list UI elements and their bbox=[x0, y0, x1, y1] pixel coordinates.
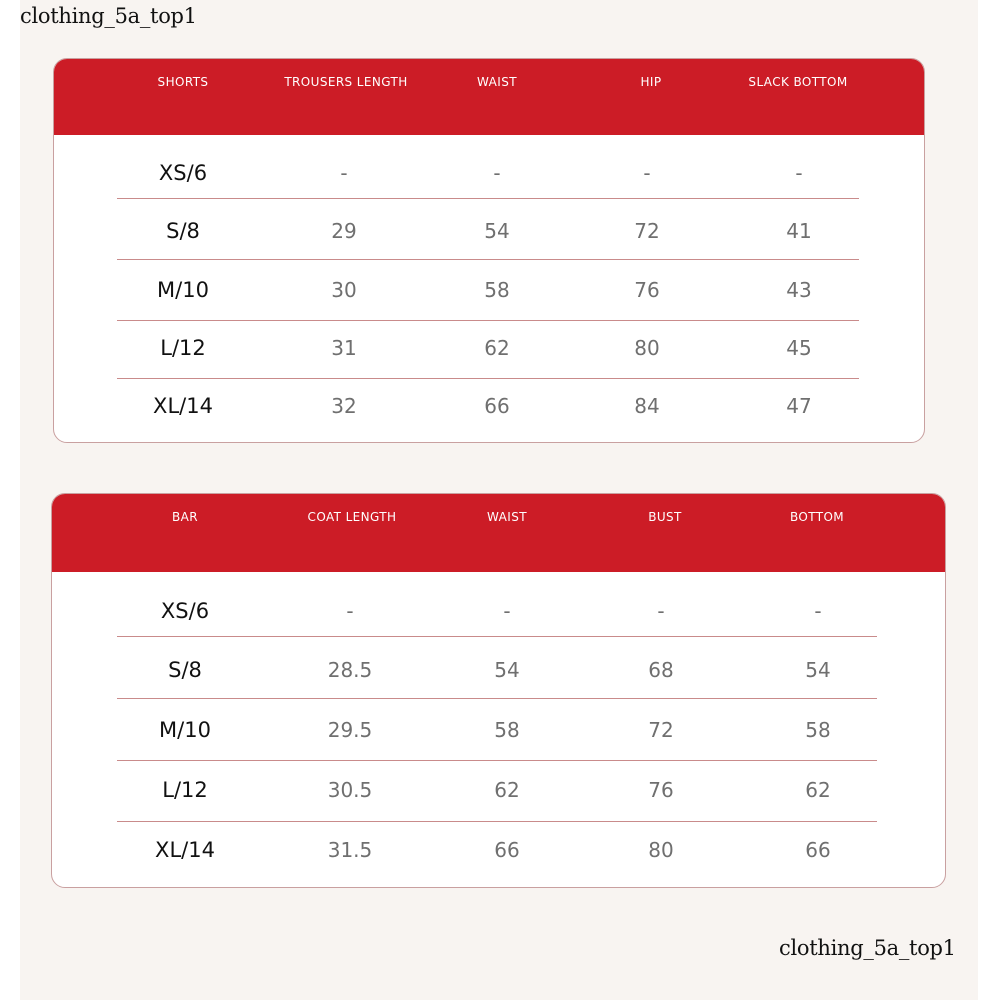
bar-table-header bbox=[52, 494, 945, 572]
waist-value: - bbox=[493, 161, 501, 185]
watermark-bottom: clothing_5a_top1 bbox=[779, 936, 956, 960]
header-bar: BAR bbox=[172, 510, 198, 524]
watermark-top: clothing_5a_top1 bbox=[20, 4, 197, 28]
table-row bbox=[54, 377, 924, 435]
table-row bbox=[54, 202, 924, 260]
table-row bbox=[52, 641, 945, 699]
waist-value: 58 bbox=[494, 718, 520, 742]
waist-value: 66 bbox=[494, 838, 520, 862]
bust-value: 68 bbox=[648, 658, 674, 682]
waist-value: 54 bbox=[484, 219, 510, 243]
bottom-value: 54 bbox=[805, 658, 831, 682]
trousers-length-value: - bbox=[340, 161, 348, 185]
hip-value: 80 bbox=[634, 336, 660, 360]
waist-value: 54 bbox=[494, 658, 520, 682]
header-slack-bottom: SLACK BOTTOM bbox=[748, 75, 848, 89]
slack-bottom-value: - bbox=[795, 161, 803, 185]
slack-bottom-value: 41 bbox=[786, 219, 812, 243]
size-label: L/12 bbox=[162, 778, 208, 802]
coat-length-value: 29.5 bbox=[327, 718, 373, 742]
size-label: XL/14 bbox=[153, 394, 213, 418]
size-label: XS/6 bbox=[160, 599, 210, 623]
coat-length-value: 28.5 bbox=[327, 658, 373, 682]
trousers-length-value: 31 bbox=[331, 336, 357, 360]
bust-value: 76 bbox=[648, 778, 674, 802]
slack-bottom-value: 45 bbox=[786, 336, 812, 360]
bottom-value: 66 bbox=[805, 838, 831, 862]
coat-length-value: 31.5 bbox=[327, 838, 373, 862]
bust-value: - bbox=[657, 599, 665, 623]
waist-value: 62 bbox=[484, 336, 510, 360]
slack-bottom-value: 47 bbox=[786, 394, 812, 418]
shorts-size-table bbox=[53, 58, 925, 443]
bottom-value: 58 bbox=[805, 718, 831, 742]
table-row bbox=[52, 821, 945, 879]
waist-value: 62 bbox=[494, 778, 520, 802]
bust-value: 80 bbox=[648, 838, 674, 862]
trousers-length-value: 29 bbox=[331, 219, 357, 243]
header-waist: WAIST bbox=[477, 75, 517, 89]
size-label: XS/6 bbox=[158, 161, 208, 185]
hip-value: 76 bbox=[634, 278, 660, 302]
waist-value: - bbox=[503, 599, 511, 623]
hip-value: 72 bbox=[634, 219, 660, 243]
size-label: L/12 bbox=[160, 336, 206, 360]
table-row bbox=[52, 761, 945, 819]
header-bust: BUST bbox=[648, 510, 682, 524]
slack-bottom-value: 43 bbox=[786, 278, 812, 302]
size-label: M/10 bbox=[159, 718, 211, 742]
table-row bbox=[54, 261, 924, 319]
hip-value: 84 bbox=[634, 394, 660, 418]
row-divider bbox=[117, 198, 859, 199]
row-divider bbox=[117, 698, 877, 699]
size-label: S/8 bbox=[166, 219, 200, 243]
shorts-table-header bbox=[54, 59, 924, 135]
size-label: M/10 bbox=[157, 278, 209, 302]
header-waist: WAIST bbox=[487, 510, 527, 524]
coat-length-value: 30.5 bbox=[327, 778, 373, 802]
header-trousers-length: TROUSERS LENGTH bbox=[284, 75, 408, 89]
row-divider bbox=[117, 636, 877, 637]
hip-value: - bbox=[643, 161, 651, 185]
trousers-length-value: 32 bbox=[331, 394, 357, 418]
bar-size-table bbox=[51, 493, 946, 888]
bottom-value: 62 bbox=[805, 778, 831, 802]
bust-value: 72 bbox=[648, 718, 674, 742]
coat-length-value: - bbox=[346, 599, 354, 623]
waist-value: 58 bbox=[484, 278, 510, 302]
size-label: S/8 bbox=[168, 658, 202, 682]
size-label: XL/14 bbox=[155, 838, 215, 862]
bottom-value: - bbox=[814, 599, 822, 623]
table-row bbox=[52, 701, 945, 759]
table-row bbox=[54, 144, 924, 202]
table-row bbox=[54, 319, 924, 377]
waist-value: 66 bbox=[484, 394, 510, 418]
header-shorts: SHORTS bbox=[157, 75, 209, 89]
header-hip: HIP bbox=[640, 75, 662, 89]
trousers-length-value: 30 bbox=[331, 278, 357, 302]
header-bottom: BOTTOM bbox=[789, 510, 845, 524]
table-row bbox=[52, 582, 945, 640]
header-coat-length: COAT LENGTH bbox=[307, 510, 397, 524]
row-divider bbox=[117, 259, 859, 260]
